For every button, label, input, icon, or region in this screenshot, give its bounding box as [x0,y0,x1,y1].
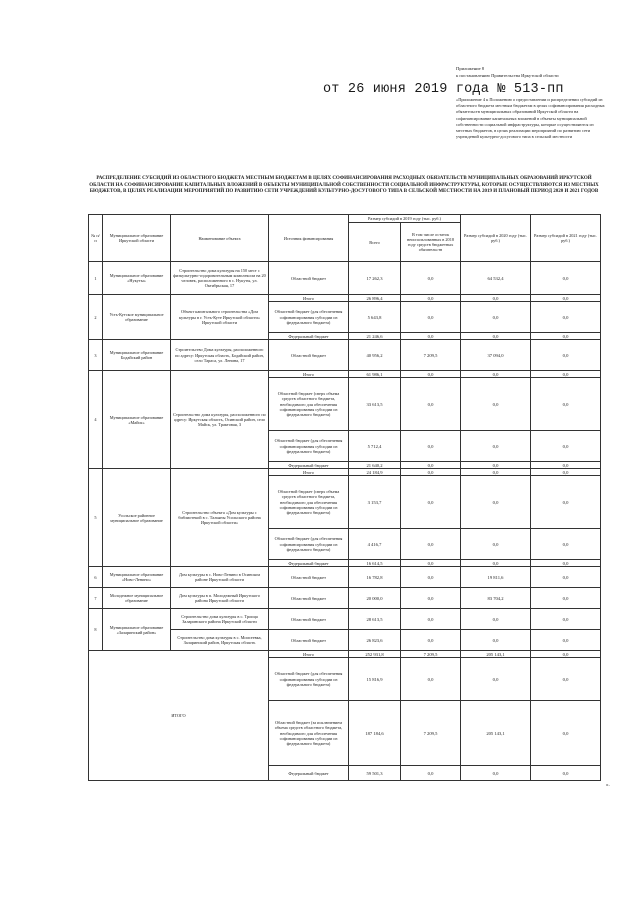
row-2021: 0,0 [531,302,601,333]
row-object: Дом культуры в с. Ново-Ленино в Осинском районе Иркутской области [171,567,269,588]
row-total: 26 823,6 [349,630,401,651]
itogo-label: ИТОГО [89,651,269,781]
row-object: Строительство дома культуры, расположенного по адресу: Иркутская область, Осинский район, село Майск, ул. Трактовая, 3 [171,371,269,469]
row-source: Итого [269,371,349,378]
row-incl: 0,0 [401,609,461,630]
row-incl: 0,0 [401,262,461,295]
row-2020: 64 532,4 [461,262,531,295]
row-incl: 0,0 [401,766,461,781]
col-header-num: № п/п [89,215,103,262]
row-source: Областной бюджет (сверх объема средств областного бюджета, необходимого для обеспечения софинансирования субсидии из федерального бюджета) [269,378,349,431]
table-row [89,262,601,295]
row-total: 15 816,9 [349,658,401,701]
row-2020: 19 811,6 [461,567,531,588]
row-total: 26 896,4 [349,295,401,302]
row-object: Строительство объекта «Дом культуры с библиотекой в с. Тальяны Усольского района Иркутской области» [171,469,269,567]
row-2021: 0,0 [531,588,601,609]
row-2021: 0,0 [531,340,601,371]
row-source: Областной бюджет [269,630,349,651]
row-incl: 0,0 [401,371,461,378]
appendix-to: к постановлению Правительства Иркутской области [456,72,559,78]
row-2021: 0,0 [531,295,601,302]
table-row [89,588,601,609]
row-total: 3 153,7 [349,476,401,529]
row-object: Дом культуры в п. Молодежный Иркутского района Иркутской области [171,588,269,609]
row-source: Областной бюджет (за исключением объема средств областного бюджета, необходимого для обеспечения софинансирования субсидии из федерального бюджета) [269,701,349,766]
row-total: 24 184,9 [349,469,401,476]
col-header-2019: Размер субсидий в 2019 году (тыс. руб.) [349,215,461,223]
table-row [89,469,601,476]
appendix-number: Приложение 8 [456,66,485,71]
row-incl: 0,0 [401,378,461,431]
table-row [89,651,601,658]
row-incl: 0,0 [401,462,461,469]
row-total: 16 782,8 [349,567,401,588]
row-2020: 0,0 [461,609,531,630]
row-incl: 0,0 [401,431,461,462]
row-source: Областной бюджет [269,262,349,295]
row-incl: 0,0 [401,658,461,701]
row-total: 4 416,7 [349,529,401,560]
row-total: 5 712,4 [349,431,401,462]
row-incl: 0,0 [401,333,461,340]
row-object: Строительство Дома культуры, расположенного по адресу: Иркутская область, Бодайский район, село Тараса, ул. Ленина, 17 [171,340,269,371]
col-header-2020: Размер субсидий в 2020 году (тыс. руб.) [461,215,531,262]
row-2021: 0,0 [531,529,601,560]
row-source: Областной бюджет [269,340,349,371]
row-incl: 0,0 [401,302,461,333]
row-2020: 205 143,1 [461,651,531,658]
row-2020: 0,0 [461,476,531,529]
row-incl: 7 209,5 [401,701,461,766]
row-num: 4 [89,371,103,469]
end-mark: ». [606,783,610,788]
row-source: Областной бюджет (для обеспечения софинансирования субсидии из федерального бюджета) [269,658,349,701]
row-2020: 0,0 [461,378,531,431]
row-incl: 7 209,5 [401,651,461,658]
row-2021: 0,0 [531,658,601,701]
row-source: Областной бюджет (для обеспечения софинансирования субсидии из федерального бюджета) [269,529,349,560]
row-total: 21 246,6 [349,333,401,340]
row-total: 5 643,8 [349,302,401,333]
col-header-2021: Размер субсидий в 2021 году (тыс. руб.) [531,215,601,262]
row-num: 3 [89,340,103,371]
table-row [89,340,601,371]
table-row [89,567,601,588]
row-total: 40 956,2 [349,340,401,371]
row-2021: 0,0 [531,766,601,781]
row-total: 33 613,5 [349,378,401,431]
row-2021: 0,0 [531,651,601,658]
row-2021: 0,0 [531,469,601,476]
col-header-incl: В том числе остаток неиспользованных в 2018 году средств бюджетных обязательств [401,223,461,262]
table-header-row [89,215,601,223]
row-incl: 0,0 [401,630,461,651]
row-2020: 0,0 [461,766,531,781]
row-source: Областной бюджет (для обеспечения софинансирования субсидии из федерального бюджета) [269,431,349,462]
row-incl: 0,0 [401,560,461,567]
row-total: 20 000,0 [349,588,401,609]
row-source: Областной бюджет [269,588,349,609]
row-2020: 0,0 [461,302,531,333]
row-source: Федеральный бюджет [269,766,349,781]
row-2021: 0,0 [531,701,601,766]
row-2021: 0,0 [531,431,601,462]
row-incl: 0,0 [401,469,461,476]
row-mo: Муниципальное образование «Майск» [103,371,171,469]
row-num: 7 [89,588,103,609]
table-row [89,609,601,630]
row-source: Областной бюджет (для обеспечения софинансирования субсидии из федерального бюджета) [269,302,349,333]
row-2021: 0,0 [531,333,601,340]
row-source: Областной бюджет [269,567,349,588]
row-2020: 0,0 [461,469,531,476]
appendix-header [456,66,606,79]
row-2020: 0,0 [461,560,531,567]
appendix-note: «Приложение 4 к Положению о предоставлении и распределении субсидий из областного бюджета местным бюджетам в целях софинансирования расходных обязательств муниципальных образований Иркутской области на софинансирование капитальных вложений в объекты муниципальной собственности социальной инфраструктуры, которые осуществляются из местных бюджетов, в целях реализации мероприятий по развитию сети учреждений культурно-досугового типа в сельской местности [456,97,605,140]
row-2021: 0,0 [531,560,601,567]
table-row [89,371,601,378]
row-2020: 205 143,1 [461,701,531,766]
row-incl: 0,0 [401,529,461,560]
row-source: Областной бюджет [269,609,349,630]
row-mo: Муниципальное образование Бодайский район [103,340,171,371]
row-2020: 0,0 [461,462,531,469]
row-2020: 37 094,0 [461,340,531,371]
row-2021: 0,0 [531,262,601,295]
row-incl: 0,0 [401,567,461,588]
col-header-total: Всего [349,223,401,262]
row-2020: 0,0 [461,630,531,651]
row-2021: 0,0 [531,609,601,630]
row-object: Объект капитального строительства «Дом культуры в г. Усть-Куте Иркутской области» Иркутской области [171,295,269,340]
row-total: 187 184,6 [349,701,401,766]
row-2020: 83 704,2 [461,588,531,609]
row-num: 8 [89,609,103,651]
row-total: 61 986,1 [349,371,401,378]
row-total: 17 262,3 [349,262,401,295]
col-header-mo: Муниципальное образование Иркутской области [103,215,171,262]
row-num: 6 [89,567,103,588]
row-num: 1 [89,262,103,295]
row-2020: 0,0 [461,529,531,560]
row-source: Федеральный бюджет [269,560,349,567]
row-total: 252 931,8 [349,651,401,658]
row-total: 16 614,5 [349,560,401,567]
row-2020: 0,0 [461,431,531,462]
row-source: Итого [269,651,349,658]
row-object: Строительство дома культуры в с. Троица Заларинского района Иркутской области [171,609,269,630]
row-num: 2 [89,295,103,340]
row-2020: 0,0 [461,371,531,378]
row-2021: 0,0 [531,371,601,378]
row-source: Федеральный бюджет [269,462,349,469]
row-source: Итого [269,469,349,476]
row-2020: 0,0 [461,658,531,701]
row-2021: 0,0 [531,476,601,529]
row-mo: Молодежное муниципальное образование [103,588,171,609]
document-title: РАСПРЕДЕЛЕНИЕ СУБСИДИЙ ИЗ ОБЛАСТНОГО БЮДЖЕТА МЕСТНЫМ БЮДЖЕТАМ В ЦЕЛЯХ СОФИНАНСИРОВАНИЯ РАСХОДНЫХ ОБЯЗАТЕЛЬСТВ МУНИЦИПАЛЬНЫХ ОБРАЗОВАНИЙ ИРКУТСКОЙ ОБЛАСТИ НА СОФИНАНСИРОВАНИЕ КАПИТАЛЬНЫХ ВЛОЖЕНИЙ В ОБЪЕКТЫ МУНИЦИПАЛЬНОЙ СОБСТВЕННОСТИ СОЦИАЛЬНОЙ ИНФРАСТРУКТУРЫ, КОТОРЫЕ ОСУЩЕСТВЛЯЮТСЯ ИЗ МЕСТНЫХ БЮДЖЕТОВ, В ЦЕЛЯХ РЕАЛИЗАЦИИ МЕРОПРИЯТИЙ ПО РАЗВИТИЮ СЕТИ УЧРЕЖДЕНИЙ КУЛЬТУРНО-ДОСУГОВОГО ТИПА В СЕЛЬСКОЙ МЕСТНОСТИ НА 2019 И ПЛАНОВЫЙ ПЕРИОД 2020 И 2021 ГОДОВ [89,176,599,195]
row-mo: Усть-Кутское муниципальное образование [103,295,171,340]
row-incl: 0,0 [401,588,461,609]
col-header-source: Источник финансирования [269,215,349,262]
row-mo: Усольское районное муниципальное образование [103,469,171,567]
row-mo: Муниципальное образование «Нукуты» [103,262,171,295]
resolution-stamp: от 26 июня 2019 года № 513-пп [323,82,564,97]
row-2021: 0,0 [531,378,601,431]
row-num: 5 [89,469,103,567]
row-object: Строительство дома культуры в с. Моисеевка, Заларинский район, Иркутская область [171,630,269,651]
col-header-object: Наименование объекта [171,215,269,262]
row-total: 28 613,5 [349,609,401,630]
row-2021: 0,0 [531,462,601,469]
row-source: Областной бюджет (сверх объема средств областного бюджета, необходимого для обеспечения софинансирования субсидии из федерального бюджета) [269,476,349,529]
row-mo: Муниципальное образование «Ново-Ленино» [103,567,171,588]
row-2020: 0,0 [461,295,531,302]
row-total: 59 501,3 [349,766,401,781]
row-source: Федеральный бюджет [269,333,349,340]
table-row [89,295,601,302]
row-2021: 0,0 [531,630,601,651]
row-2020: 0,0 [461,333,531,340]
row-incl: 0,0 [401,295,461,302]
row-object: Строительство дома культуры на 150 мест с физкультурно-оздоровительным комплексом на 20 человек, расположенного в с. Нукуты, ул. Октябрьская, 17 [171,262,269,295]
row-mo: Муниципальное образование «Заларинский район» [103,609,171,651]
row-source: Итого [269,295,349,302]
row-incl: 0,0 [401,476,461,529]
row-total: 21 640,2 [349,462,401,469]
row-2021: 0,0 [531,567,601,588]
row-incl: 7 209,5 [401,340,461,371]
subsidy-table [88,214,601,781]
